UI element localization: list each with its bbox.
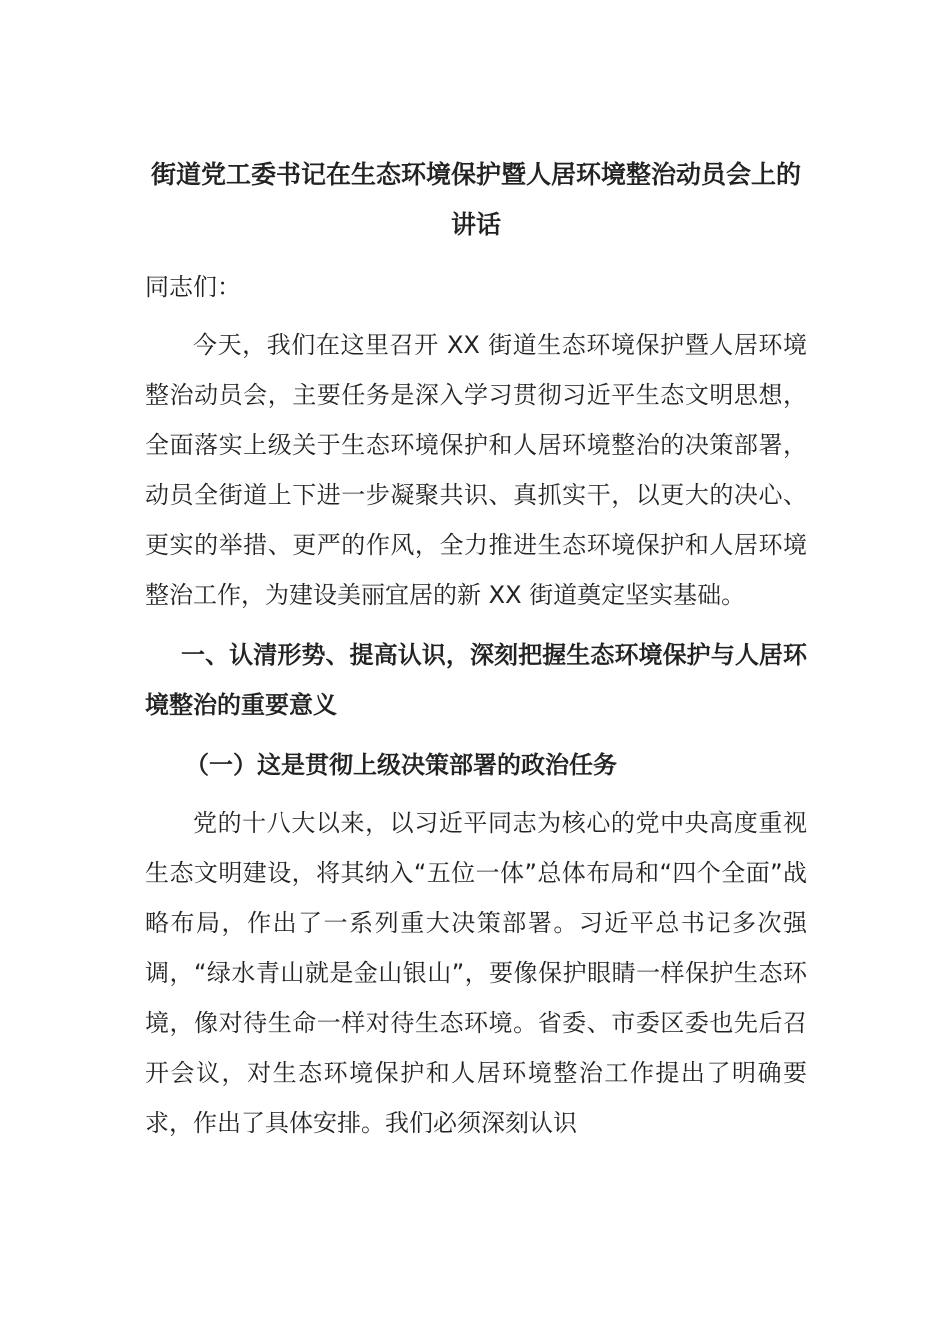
- salutation: 同志们：: [145, 273, 241, 301]
- section-heading-1: 一、认清形势、提高认识，深刻把握生态环境保护与人居环境整治的重要意义: [145, 641, 807, 719]
- document-title: 街道党工委书记在生态环境保护暨人居环境整治动员会上的讲话: [150, 160, 801, 239]
- subsection-paragraph-1: 党的十八大以来，以习近平同志为核心的党中央高度重视生态文明建设，将其纳入“五位一体”总体布局和“四个全面”战略布局，作出了一系列重大决策部署。习近平总书记多次强调，“绿水青山就是金山银山”，要像保护眼睛一样保护生态环境，像对待生命一样对待生态环境。省委、市委区委也先后召开会议，对生态环境保护和人居环境整治工作提出了明确要求，作出了具体安排。我们必须深刻认识: [145, 809, 807, 1137]
- document-page: [145, 150, 807, 1148]
- subsection-heading-1: （一）这是贯彻上级决策部署的政治任务: [185, 751, 617, 779]
- intro-paragraph: 今天，我们在这里召开 XX 街道生态环境保护暨人居环境整治动员会，主要任务是深入学习贯彻习近平生态文明思想，全面落实上级关于生态环境保护和人居环境整治的决策部署，动员全街道上下进一步凝聚共识、真抓实干，以更大的决心、更实的举措、更严的作风，全力推进生态环境保护和人居环境整治工作，为建设美丽宜居的新 XX 街道奠定坚实基础。: [145, 331, 807, 609]
